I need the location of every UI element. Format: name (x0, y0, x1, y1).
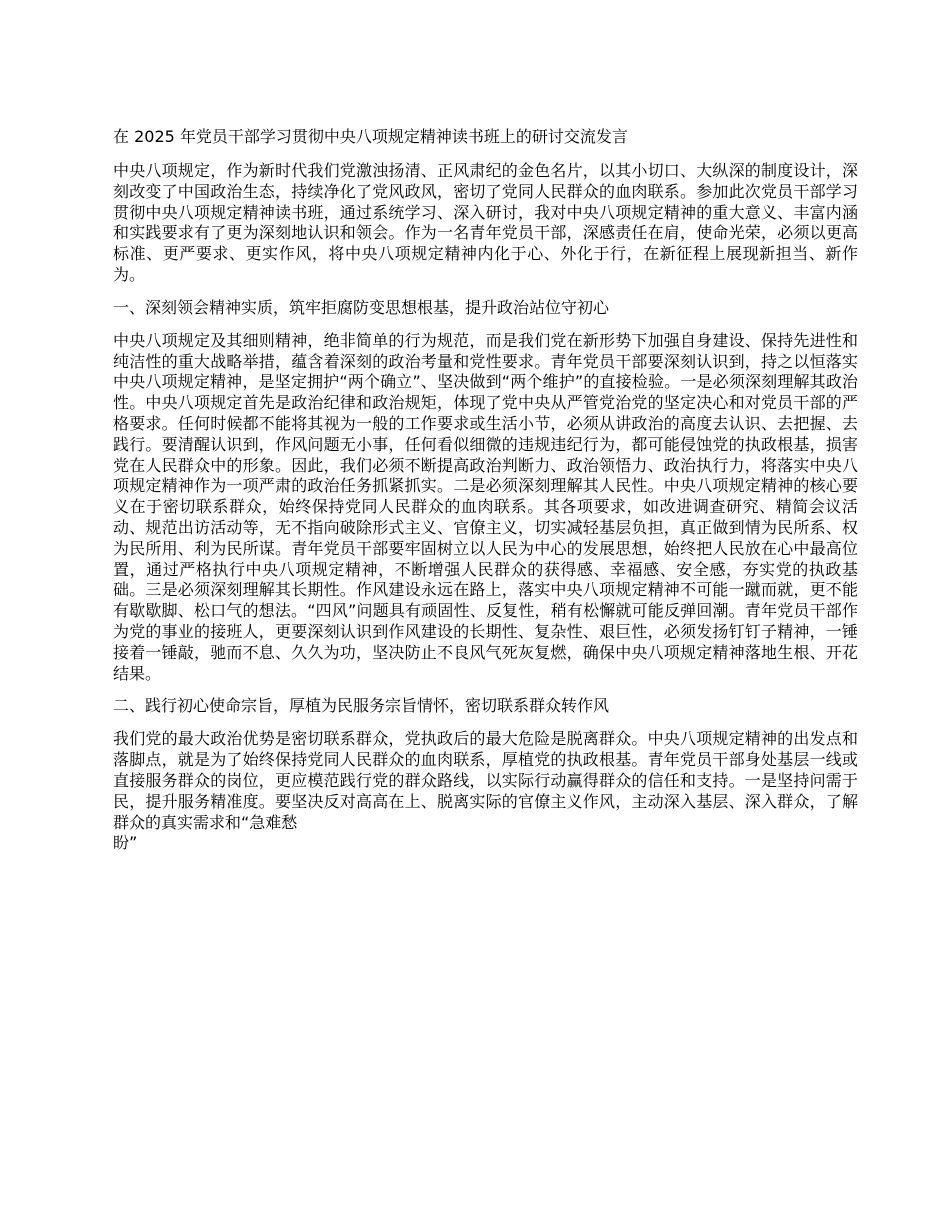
document-page (113, 126, 858, 854)
section-2-paragraph-tail: 盼” (113, 833, 138, 853)
section-1-paragraph: 中央八项规定及其细则精神，绝非简单的行为规范，而是我们党在新形势下加强自身建设、保持先进性和纯洁性的重大战略举措，蕴含着深刻的政治考量和党性要求。青年党员干部要深刻认识到，持之以恒落实中央八项规定精神，是坚定拥护“两个确立”、坚决做到“两个维护”的直接检验。一是必须深刻理解其政治性。中央八项规定首先是政治纪律和政治规矩，体现了党中央从严管党治党的坚定决心和对党员干部的严格要求。任何时候都不能将其视为一般的工作要求或生活小节，必须从讲政治的高度去认识、去把握、去践行。要清醒认识到，作风问题无小事，任何看似细微的违规违纪行为，都可能侵蚀党的执政根基，损害党在人民群众中的形象。因此，我们必须不断提高政治判断力、政治领悟力、政治执行力，将落实中央八项规定精神作为一项严肃的政治任务抓紧抓实。二是必须深刻理解其人民性。中央八项规定精神的核心要义在于密切联系群众，始终保持党同人民群众的血肉联系。其各项要求，如改进调查研究、精简会议活动、规范出访活动等，无不指向破除形式主义、官僚主义，切实减轻基层负担，真正做到情为民所系、权为民所用、利为民所谋。青年党员干部要牢固树立以人民为中心的发展思想，始终把人民放在心中最高位置，通过严格执行中央八项规定精神，不断增强人民群众的获得感、幸福感、安全感，夯实党的执政基础。三是必须深刻理解其长期性。作风建设永远在路上，落实中央八项规定精神不可能一蹴而就，更不能有歇歇脚、松口气的想法。“四风”问题具有顽固性、反复性，稍有松懈就可能反弹回潮。青年党员干部作为党的事业的接班人，更要深刻认识到作风建设的长期性、复杂性、艰巨性，必须发扬钉钉子精神，一锤接着一锤敲，驰而不息、久久为功，坚决防止不良风气死灰复燃，确保中央八项规定精神落地生根、开花结果。 (113, 330, 858, 683)
section-1-heading: 一、深刻领会精神实质，筑牢拒腐防变思想根基，提升政治站位守初心 (113, 297, 610, 317)
document-title: 在 2025 年党员干部学习贯彻中央八项规定精神读书班上的研讨交流发言 (113, 127, 628, 146)
intro-paragraph: 中央八项规定，作为新时代我们党激浊扬清、正风肃纪的金色名片，以其小切口、大纵深的制度设计，深刻改变了中国政治生态，持续净化了党风政风，密切了党同人民群众的血肉联系。参加此次党员干部学习贯彻中央八项规定精神读书班，通过系统学习、深入研讨，我对中央八项规定精神的重大意义、丰富内涵和实践要求有了更为深刻地认识和领会。作为一名青年党员干部，深感责任在肩，使命光荣，必须以更高标准、更严要求、更实作风，将中央八项规定精神内化于心、外化于行，在新征程上展现新担当、新作为。 (113, 161, 858, 284)
section-2-paragraph: 我们党的最大政治优势是密切联系群众，党执政后的最大危险是脱离群众。中央八项规定精神的出发点和落脚点，就是为了始终保持党同人民群众的血肉联系，厚植党的执政根基。青年党员干部身处基层一线或直接服务群众的岗位，更应模范践行党的群众路线，以实际行动赢得群众的信任和支持。一是坚持问需于民，提升服务精准度。要坚决反对高高在上、脱离实际的官僚主义作风，主动深入基层、深入群众，了解群众的真实需求和“急难愁 (113, 729, 858, 832)
section-2-heading: 二、践行初心使命宗旨，厚植为民服务宗旨情怀，密切联系群众转作风 (113, 696, 610, 716)
